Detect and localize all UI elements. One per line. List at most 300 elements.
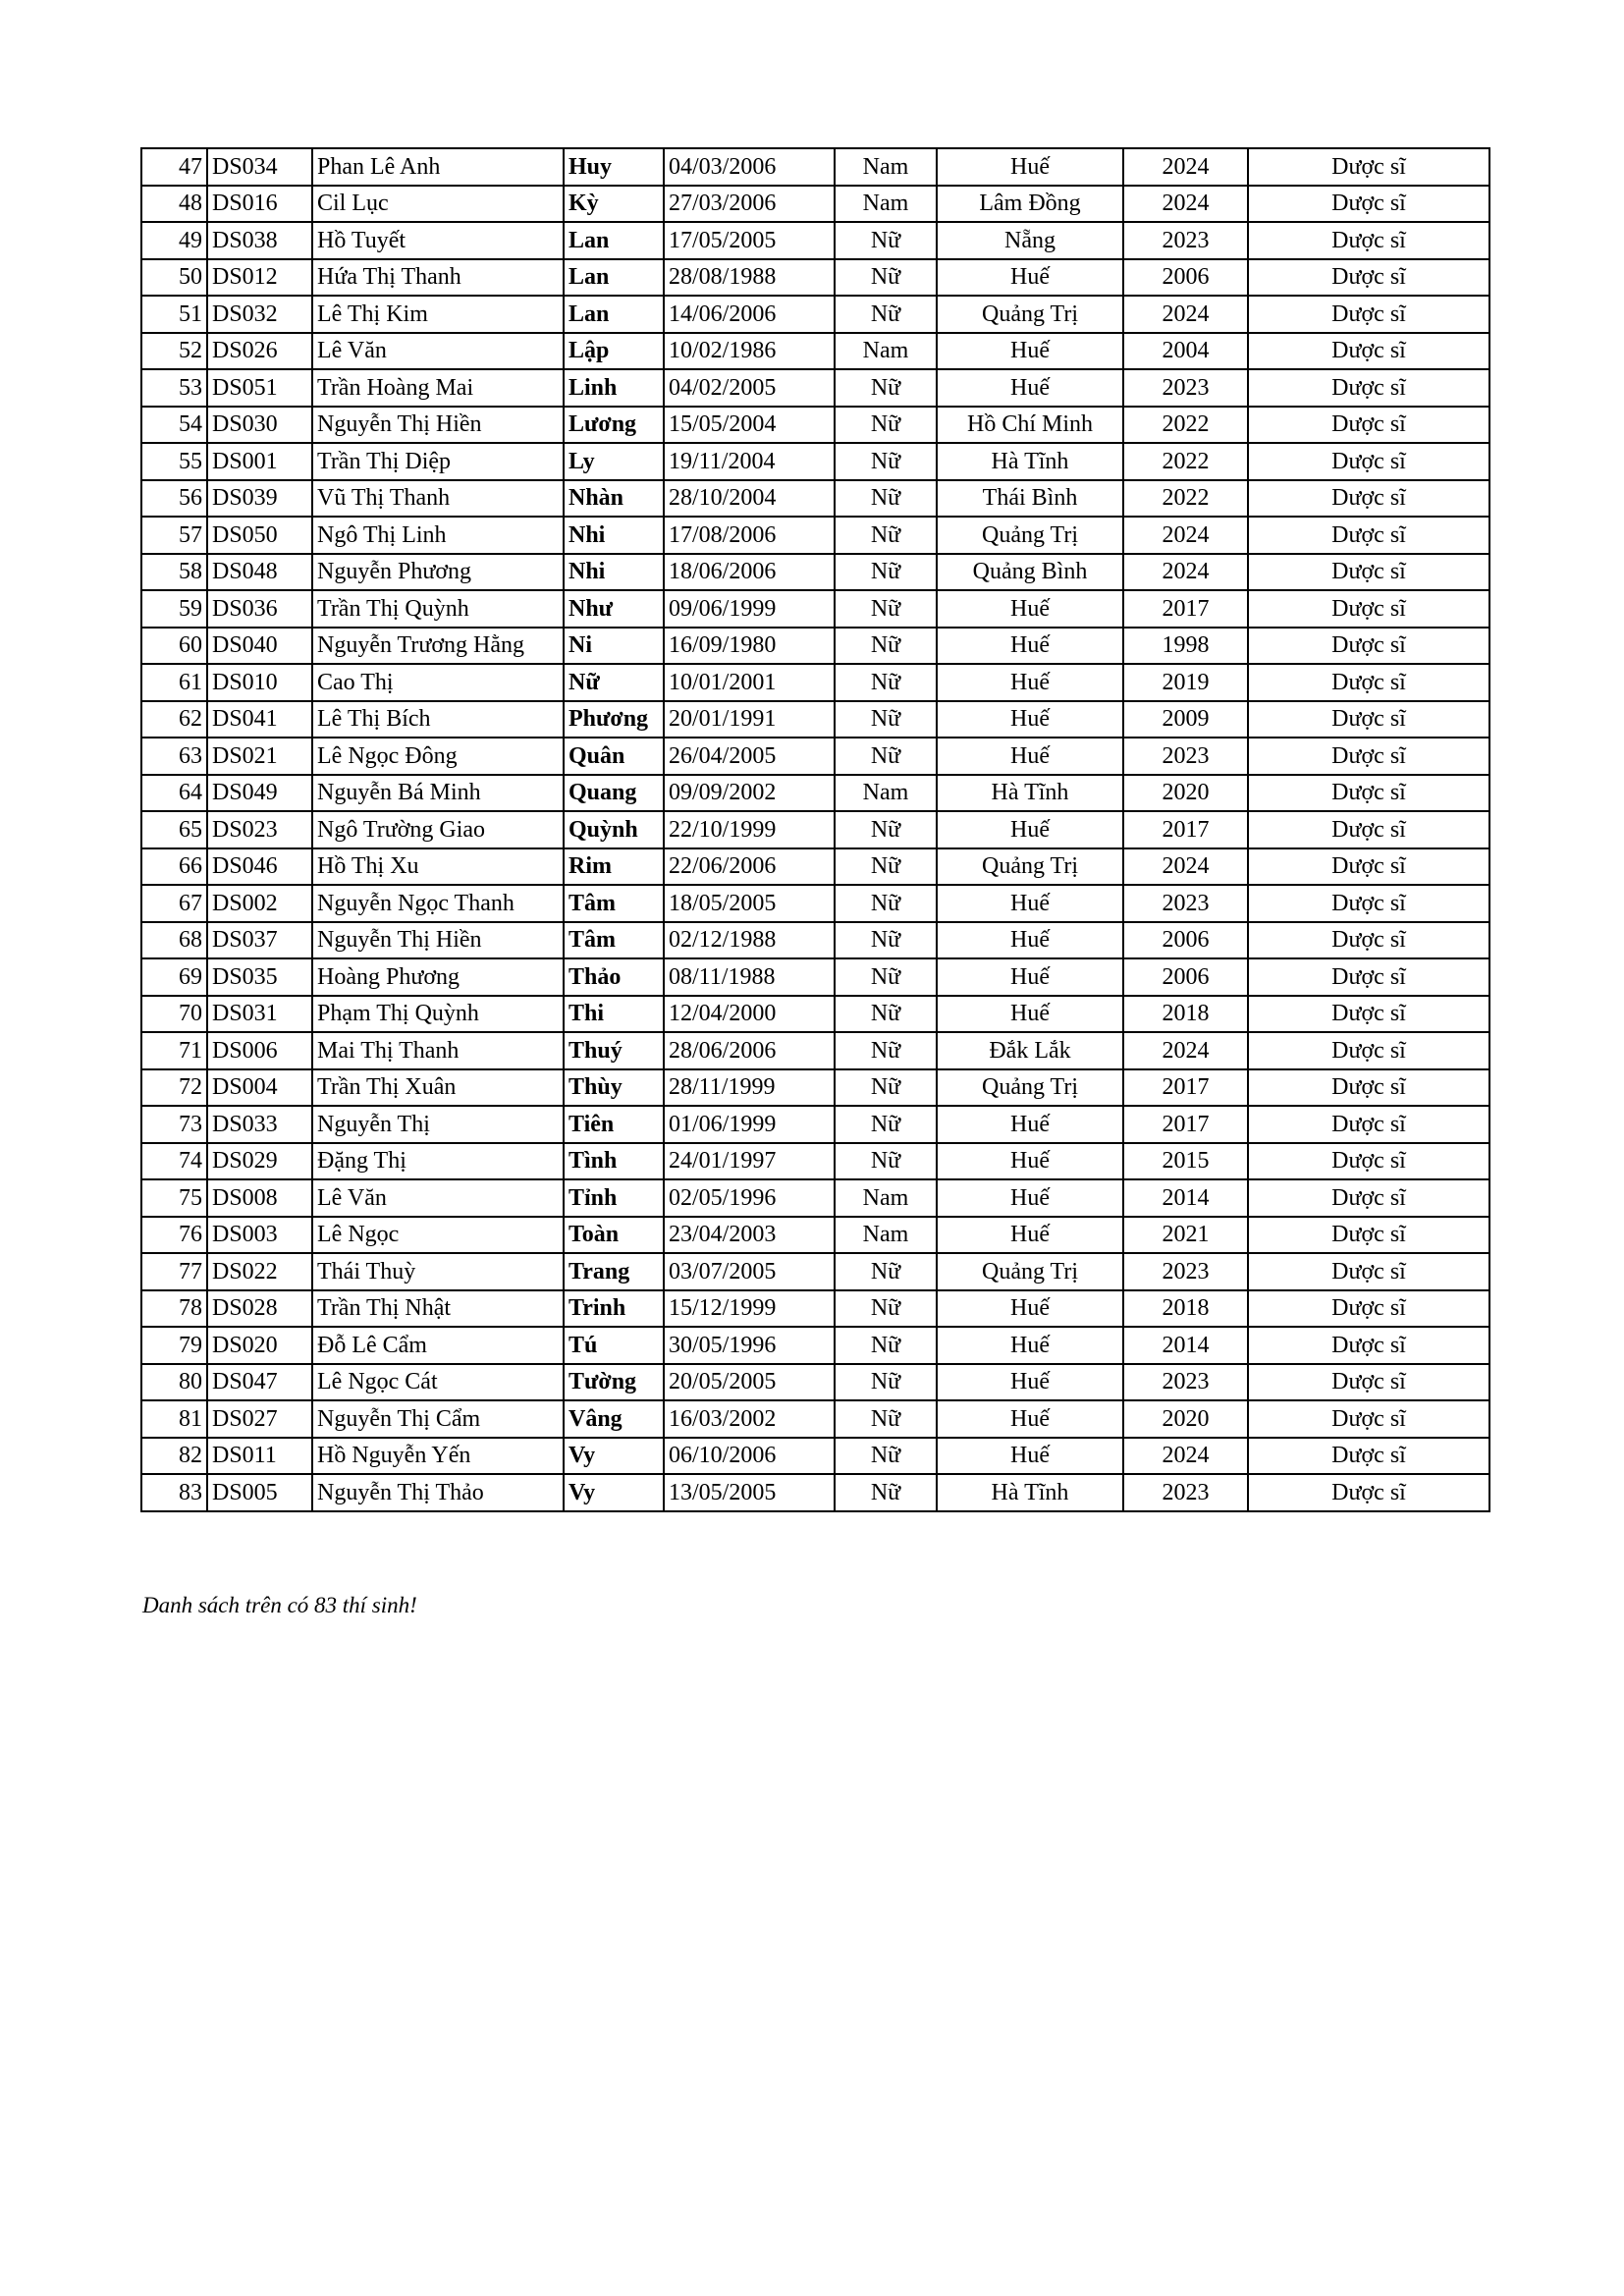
cell-candidate-code: DS027 [207,1400,312,1438]
cell-last-name: Lê Văn [312,1179,564,1217]
cell-first-name: Lương [564,407,664,444]
cell-graduation-year: 2004 [1123,333,1248,370]
cell-last-name: Nguyễn Thị Cẩm [312,1400,564,1438]
cell-major: Dược sĩ [1248,664,1489,701]
table-row [141,1290,1489,1328]
cell-graduation-year: 1998 [1123,628,1248,665]
cell-candidate-code: DS050 [207,517,312,554]
cell-birth-date: 23/04/2003 [664,1217,835,1254]
cell-candidate-code: DS005 [207,1474,312,1511]
cell-stt: 61 [141,664,207,701]
cell-stt: 70 [141,996,207,1033]
cell-major: Dược sĩ [1248,848,1489,886]
table-row [141,554,1489,591]
cell-last-name: Lê Thị Kim [312,296,564,333]
cell-birthplace: Nẵng [937,222,1123,259]
cell-first-name: Ni [564,628,664,665]
cell-first-name: Tiên [564,1106,664,1143]
cell-candidate-code: DS031 [207,996,312,1033]
cell-gender: Nữ [835,407,937,444]
cell-first-name: Tường [564,1364,664,1401]
cell-major: Dược sĩ [1248,1217,1489,1254]
cell-first-name: Linh [564,369,664,407]
cell-gender: Nữ [835,664,937,701]
cell-graduation-year: 2024 [1123,848,1248,886]
cell-major: Dược sĩ [1248,738,1489,775]
cell-major: Dược sĩ [1248,1474,1489,1511]
cell-graduation-year: 2024 [1123,1438,1248,1475]
cell-candidate-code: DS022 [207,1253,312,1290]
cell-candidate-code: DS020 [207,1327,312,1364]
cell-birth-date: 14/06/2006 [664,296,835,333]
cell-birthplace: Hà Tĩnh [937,1474,1123,1511]
cell-major: Dược sĩ [1248,186,1489,223]
cell-graduation-year: 2014 [1123,1327,1248,1364]
cell-gender: Nữ [835,1400,937,1438]
cell-major: Dược sĩ [1248,1400,1489,1438]
cell-stt: 49 [141,222,207,259]
cell-last-name: Trần Thị Diệp [312,443,564,480]
cell-graduation-year: 2009 [1123,701,1248,738]
cell-birth-date: 04/03/2006 [664,148,835,186]
cell-candidate-code: DS046 [207,848,312,886]
cell-candidate-code: DS004 [207,1069,312,1107]
cell-major: Dược sĩ [1248,958,1489,996]
table-row [141,1253,1489,1290]
cell-stt: 63 [141,738,207,775]
cell-stt: 79 [141,1327,207,1364]
cell-graduation-year: 2019 [1123,664,1248,701]
cell-candidate-code: DS001 [207,443,312,480]
cell-birth-date: 02/05/1996 [664,1179,835,1217]
cell-first-name: Tâm [564,885,664,922]
cell-stt: 69 [141,958,207,996]
cell-stt: 74 [141,1143,207,1180]
cell-graduation-year: 2015 [1123,1143,1248,1180]
cell-major: Dược sĩ [1248,1290,1489,1328]
table-row [141,186,1489,223]
cell-graduation-year: 2024 [1123,186,1248,223]
cell-major: Dược sĩ [1248,996,1489,1033]
cell-candidate-code: DS051 [207,369,312,407]
cell-last-name: Mai Thị Thanh [312,1032,564,1069]
cell-candidate-code: DS011 [207,1438,312,1475]
cell-candidate-code: DS021 [207,738,312,775]
cell-stt: 60 [141,628,207,665]
cell-birthplace: Huế [937,922,1123,959]
cell-stt: 53 [141,369,207,407]
cell-first-name: Tú [564,1327,664,1364]
cell-gender: Nữ [835,1143,937,1180]
cell-stt: 68 [141,922,207,959]
cell-stt: 83 [141,1474,207,1511]
table-row [141,296,1489,333]
cell-birth-date: 10/02/1986 [664,333,835,370]
cell-last-name: Ngô Thị Linh [312,517,564,554]
cell-gender: Nữ [835,885,937,922]
cell-birthplace: Quảng Trị [937,1069,1123,1107]
cell-first-name: Thùy [564,1069,664,1107]
cell-birthplace: Huế [937,885,1123,922]
cell-stt: 62 [141,701,207,738]
cell-gender: Nữ [835,443,937,480]
cell-stt: 50 [141,259,207,297]
cell-graduation-year: 2020 [1123,1400,1248,1438]
table-body [141,148,1489,1511]
table-row [141,148,1489,186]
cell-stt: 75 [141,1179,207,1217]
cell-birth-date: 20/05/2005 [664,1364,835,1401]
cell-stt: 67 [141,885,207,922]
table-row [141,480,1489,518]
cell-last-name: Đỗ Lê Cẩm [312,1327,564,1364]
cell-birthplace: Quảng Trị [937,517,1123,554]
cell-birth-date: 19/11/2004 [664,443,835,480]
cell-candidate-code: DS049 [207,775,312,812]
cell-candidate-code: DS002 [207,885,312,922]
table-row [141,1474,1489,1511]
cell-graduation-year: 2023 [1123,222,1248,259]
cell-birthplace: Huế [937,1217,1123,1254]
table-row [141,1143,1489,1180]
cell-birthplace: Hồ Chí Minh [937,407,1123,444]
table-row [141,1179,1489,1217]
cell-major: Dược sĩ [1248,148,1489,186]
cell-major: Dược sĩ [1248,554,1489,591]
cell-stt: 47 [141,148,207,186]
cell-graduation-year: 2006 [1123,922,1248,959]
cell-birthplace: Huế [937,1143,1123,1180]
cell-birthplace: Huế [937,1400,1123,1438]
cell-candidate-code: DS026 [207,333,312,370]
cell-first-name: Thuý [564,1032,664,1069]
cell-stt: 82 [141,1438,207,1475]
cell-birthplace: Hà Tĩnh [937,775,1123,812]
cell-last-name: Phan Lê Anh [312,148,564,186]
cell-gender: Nữ [835,1069,937,1107]
cell-gender: Nam [835,775,937,812]
cell-last-name: Trần Hoàng Mai [312,369,564,407]
cell-gender: Nữ [835,590,937,628]
cell-graduation-year: 2023 [1123,1253,1248,1290]
cell-first-name: Tâm [564,922,664,959]
cell-candidate-code: DS048 [207,554,312,591]
cell-last-name: Nguyễn Thị Hiền [312,407,564,444]
cell-gender: Nữ [835,1474,937,1511]
cell-birthplace: Quảng Trị [937,848,1123,886]
cell-stt: 51 [141,296,207,333]
cell-first-name: Trinh [564,1290,664,1328]
cell-birthplace: Huế [937,1290,1123,1328]
table-row [141,922,1489,959]
cell-gender: Nữ [835,369,937,407]
cell-stt: 71 [141,1032,207,1069]
cell-major: Dược sĩ [1248,259,1489,297]
cell-candidate-code: DS040 [207,628,312,665]
table-row [141,1032,1489,1069]
cell-graduation-year: 2023 [1123,369,1248,407]
cell-first-name: Thảo [564,958,664,996]
table-row [141,701,1489,738]
cell-first-name: Rim [564,848,664,886]
cell-first-name: Trang [564,1253,664,1290]
cell-birthplace: Lâm Đồng [937,186,1123,223]
cell-gender: Nữ [835,1290,937,1328]
cell-birth-date: 13/05/2005 [664,1474,835,1511]
cell-birth-date: 22/06/2006 [664,848,835,886]
cell-major: Dược sĩ [1248,407,1489,444]
cell-graduation-year: 2022 [1123,407,1248,444]
cell-stt: 72 [141,1069,207,1107]
cell-first-name: Tỉnh [564,1179,664,1217]
cell-stt: 77 [141,1253,207,1290]
cell-stt: 64 [141,775,207,812]
cell-stt: 57 [141,517,207,554]
cell-major: Dược sĩ [1248,222,1489,259]
cell-last-name: Đặng Thị [312,1143,564,1180]
cell-first-name: Nhàn [564,480,664,518]
cell-graduation-year: 2018 [1123,996,1248,1033]
cell-graduation-year: 2017 [1123,1106,1248,1143]
cell-birthplace: Huế [937,369,1123,407]
cell-candidate-code: DS037 [207,922,312,959]
cell-gender: Nữ [835,517,937,554]
cell-first-name: Vy [564,1438,664,1475]
table-row [141,1364,1489,1401]
cell-major: Dược sĩ [1248,333,1489,370]
cell-major: Dược sĩ [1248,590,1489,628]
table-row [141,590,1489,628]
cell-major: Dược sĩ [1248,1438,1489,1475]
cell-first-name: Phương [564,701,664,738]
cell-birthplace: Hà Tĩnh [937,443,1123,480]
cell-graduation-year: 2017 [1123,811,1248,848]
cell-gender: Nữ [835,1253,937,1290]
cell-graduation-year: 2018 [1123,1290,1248,1328]
cell-major: Dược sĩ [1248,480,1489,518]
cell-major: Dược sĩ [1248,443,1489,480]
cell-birthplace: Huế [937,996,1123,1033]
cell-last-name: Nguyễn Thị Hiền [312,922,564,959]
cell-gender: Nam [835,1179,937,1217]
cell-birth-date: 28/06/2006 [664,1032,835,1069]
table-row [141,958,1489,996]
cell-first-name: Tình [564,1143,664,1180]
cell-birthplace: Thái Bình [937,480,1123,518]
cell-birthplace: Huế [937,1106,1123,1143]
cell-birthplace: Huế [937,333,1123,370]
cell-birthplace: Huế [937,738,1123,775]
cell-last-name: Cao Thị [312,664,564,701]
cell-gender: Nam [835,186,937,223]
cell-birth-date: 17/08/2006 [664,517,835,554]
cell-birth-date: 09/09/2002 [664,775,835,812]
cell-graduation-year: 2006 [1123,259,1248,297]
cell-gender: Nữ [835,958,937,996]
cell-candidate-code: DS036 [207,590,312,628]
cell-birthplace: Huế [937,590,1123,628]
cell-graduation-year: 2023 [1123,1474,1248,1511]
cell-graduation-year: 2024 [1123,517,1248,554]
cell-gender: Nam [835,333,937,370]
cell-last-name: Trần Thị Xuân [312,1069,564,1107]
cell-major: Dược sĩ [1248,1143,1489,1180]
cell-gender: Nữ [835,554,937,591]
cell-graduation-year: 2022 [1123,443,1248,480]
cell-gender: Nữ [835,811,937,848]
table-row [141,1438,1489,1475]
cell-stt: 54 [141,407,207,444]
cell-birth-date: 28/10/2004 [664,480,835,518]
cell-last-name: Nguyễn Bá Minh [312,775,564,812]
cell-graduation-year: 2023 [1123,738,1248,775]
cell-gender: Nữ [835,701,937,738]
cell-major: Dược sĩ [1248,701,1489,738]
cell-stt: 66 [141,848,207,886]
cell-candidate-code: DS023 [207,811,312,848]
cell-birthplace: Quảng Trị [937,296,1123,333]
cell-candidate-code: DS016 [207,186,312,223]
cell-birthplace: Huế [937,628,1123,665]
table-row [141,407,1489,444]
cell-birthplace: Đắk Lắk [937,1032,1123,1069]
cell-gender: Nữ [835,1364,937,1401]
cell-first-name: Vâng [564,1400,664,1438]
cell-gender: Nữ [835,738,937,775]
cell-major: Dược sĩ [1248,517,1489,554]
cell-graduation-year: 2023 [1123,1364,1248,1401]
cell-candidate-code: DS030 [207,407,312,444]
cell-major: Dược sĩ [1248,885,1489,922]
cell-last-name: Hồ Nguyễn Yến [312,1438,564,1475]
cell-candidate-code: DS034 [207,148,312,186]
cell-graduation-year: 2024 [1123,296,1248,333]
cell-major: Dược sĩ [1248,811,1489,848]
cell-first-name: Ly [564,443,664,480]
cell-birthplace: Huế [937,148,1123,186]
cell-graduation-year: 2020 [1123,775,1248,812]
cell-birth-date: 02/12/1988 [664,922,835,959]
cell-birth-date: 30/05/1996 [664,1327,835,1364]
table-row [141,1400,1489,1438]
cell-birth-date: 16/03/2002 [664,1400,835,1438]
cell-last-name: Nguyễn Thị Thảo [312,1474,564,1511]
cell-major: Dược sĩ [1248,1032,1489,1069]
table-row [141,996,1489,1033]
cell-last-name: Lê Ngọc [312,1217,564,1254]
cell-birth-date: 22/10/1999 [664,811,835,848]
table-row [141,775,1489,812]
cell-candidate-code: DS039 [207,480,312,518]
cell-last-name: Lê Văn [312,333,564,370]
cell-birthplace: Quảng Bình [937,554,1123,591]
cell-birth-date: 24/01/1997 [664,1143,835,1180]
cell-first-name: Quân [564,738,664,775]
cell-gender: Nữ [835,1438,937,1475]
cell-candidate-code: DS010 [207,664,312,701]
cell-birthplace: Huế [937,1179,1123,1217]
cell-first-name: Vy [564,1474,664,1511]
cell-birth-date: 17/05/2005 [664,222,835,259]
cell-last-name: Hứa Thị Thanh [312,259,564,297]
cell-first-name: Nữ [564,664,664,701]
cell-candidate-code: DS041 [207,701,312,738]
cell-birthplace: Huế [937,259,1123,297]
cell-last-name: Cil Lục [312,186,564,223]
cell-gender: Nam [835,1217,937,1254]
cell-birth-date: 16/09/1980 [664,628,835,665]
cell-birth-date: 12/04/2000 [664,996,835,1033]
table-row [141,517,1489,554]
cell-first-name: Nhi [564,554,664,591]
cell-last-name: Ngô Trường Giao [312,811,564,848]
cell-major: Dược sĩ [1248,1253,1489,1290]
cell-last-name: Hoàng Phương [312,958,564,996]
cell-gender: Nữ [835,996,937,1033]
cell-birth-date: 03/07/2005 [664,1253,835,1290]
cell-last-name: Lê Thị Bích [312,701,564,738]
table-row [141,333,1489,370]
cell-first-name: Quỳnh [564,811,664,848]
cell-gender: Nữ [835,222,937,259]
cell-last-name: Thái Thuỳ [312,1253,564,1290]
cell-last-name: Nguyễn Phương [312,554,564,591]
cell-last-name: Lê Ngọc Cát [312,1364,564,1401]
cell-birth-date: 18/06/2006 [664,554,835,591]
cell-graduation-year: 2017 [1123,1069,1248,1107]
table-row [141,222,1489,259]
cell-birth-date: 28/11/1999 [664,1069,835,1107]
cell-gender: Nam [835,148,937,186]
cell-birthplace: Huế [937,664,1123,701]
table-row [141,885,1489,922]
cell-first-name: Toàn [564,1217,664,1254]
cell-last-name: Nguyễn Ngọc Thanh [312,885,564,922]
cell-major: Dược sĩ [1248,1069,1489,1107]
table-row [141,259,1489,297]
cell-major: Dược sĩ [1248,296,1489,333]
cell-last-name: Hồ Thị Xu [312,848,564,886]
cell-major: Dược sĩ [1248,1179,1489,1217]
cell-first-name: Lan [564,222,664,259]
table-row [141,738,1489,775]
cell-last-name: Nguyễn Thị [312,1106,564,1143]
table-row [141,1106,1489,1143]
cell-stt: 80 [141,1364,207,1401]
cell-first-name: Lan [564,296,664,333]
cell-first-name: Quang [564,775,664,812]
table-row [141,628,1489,665]
table-row [141,369,1489,407]
cell-major: Dược sĩ [1248,922,1489,959]
cell-first-name: Nhi [564,517,664,554]
cell-graduation-year: 2023 [1123,885,1248,922]
cell-birth-date: 15/05/2004 [664,407,835,444]
table-row [141,443,1489,480]
cell-candidate-code: DS033 [207,1106,312,1143]
cell-last-name: Hồ Tuyết [312,222,564,259]
cell-birth-date: 04/02/2005 [664,369,835,407]
table-row [141,664,1489,701]
cell-last-name: Trần Thị Quỳnh [312,590,564,628]
cell-birth-date: 01/06/1999 [664,1106,835,1143]
cell-gender: Nữ [835,1327,937,1364]
cell-stt: 65 [141,811,207,848]
cell-candidate-code: DS012 [207,259,312,297]
cell-stt: 73 [141,1106,207,1143]
cell-gender: Nữ [835,259,937,297]
cell-birthplace: Huế [937,701,1123,738]
